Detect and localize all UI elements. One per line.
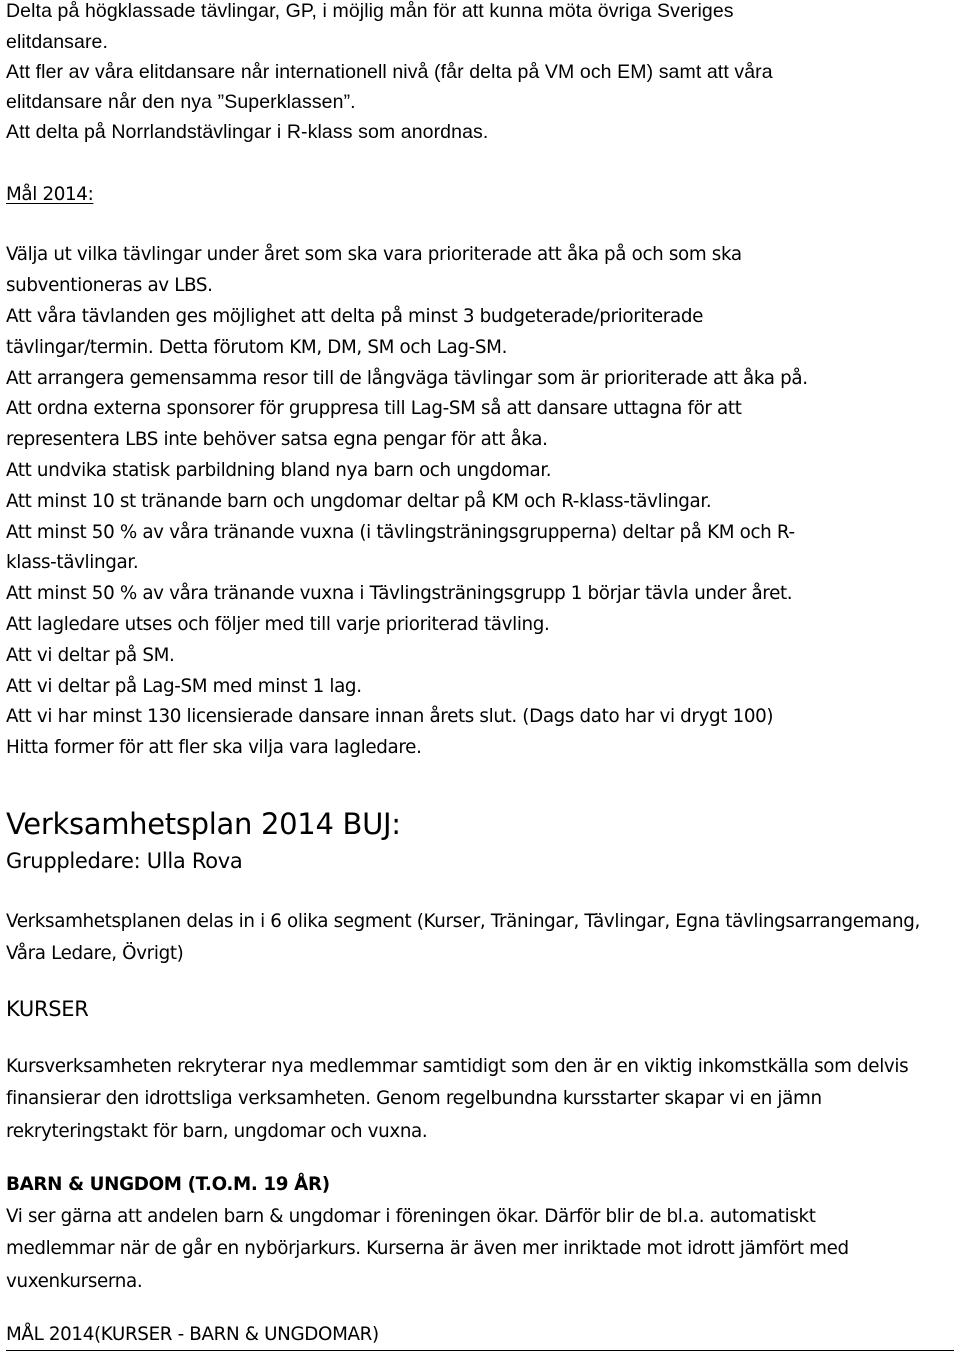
goal-line: subventioneras av LBS. (6, 275, 213, 296)
intro-line: elitdansare når den nya ”Superklassen”. (6, 91, 356, 113)
goal-line: Att minst 50 % av våra tränande vuxna (i tävlingsträningsgrupperna) deltar på KM och R- (6, 522, 795, 543)
goal-line: klass-tävlingar. (6, 552, 139, 573)
goal-line: Hitta former för att fler ska vilja vara lagledare. (6, 737, 422, 758)
kurser-line: Kursverksamheten rekryterar nya medlemmar samtidigt som den är en viktig inkomstkälla som delvis (6, 1056, 909, 1077)
goal-line: Att våra tävlanden ges möjlighet att delta på minst 3 budgeterade/prioriterade (6, 306, 703, 327)
goal-line: Att minst 10 st tränande barn och ungdomar deltar på KM och R-klass-tävlingar. (6, 491, 712, 512)
plan-title: Verksamhetsplan 2014 BUJ: (6, 807, 401, 841)
barn-ungdom-line: Vi ser gärna att andelen barn & ungdomar i föreningen ökar. Därför blir de bl.a. automatiskt (6, 1206, 816, 1227)
goals-heading: Mål 2014: (6, 184, 94, 205)
goal-line: Välja ut vilka tävlingar under året som ska vara prioriterade att åka på och som ska (6, 244, 742, 265)
plan-leader: Gruppledare: Ulla Rova (6, 849, 243, 873)
barn-ungdom-heading: BARN & UNGDOM (T.O.M. 19 ÅR) (6, 1174, 330, 1195)
intro-line: elitdansare. (6, 31, 109, 53)
goal-line: Att lagledare utses och följer med till varje prioriterad tävling. (6, 614, 550, 635)
goal-line: Att minst 50 % av våra tränande vuxna i Tävlingsträningsgrupp 1 börjar tävla under året. (6, 583, 793, 604)
intro-line: Att delta på Norrlandstävlingar i R-klass som anordnas. (6, 121, 489, 143)
kurser-line: rekryteringstakt för barn, ungdomar och vuxna. (6, 1121, 428, 1142)
goal-line: representera LBS inte behöver satsa egna pengar för att åka. (6, 429, 548, 450)
goal-line: Att vi deltar på SM. (6, 645, 175, 666)
intro-line: Delta på högklassade tävlingar, GP, i möjlig mån för att kunna möta övriga Sveriges (6, 0, 734, 22)
kurser-line: finansierar den idrottsliga verksamheten. Genom regelbundna kursstarter skapar vi en jämn (6, 1088, 822, 1109)
kurser-heading: KURSER (6, 997, 89, 1021)
goal-line: tävlingar/termin. Detta förutom KM, DM, SM och Lag-SM. (6, 337, 508, 358)
goal-line: Att arrangera gemensamma resor till de långväga tävlingar som är prioriterade att åka på. (6, 368, 808, 389)
goal-line: Att vi deltar på Lag-SM med minst 1 lag. (6, 676, 362, 697)
plan-segments-line: Våra Ledare, Övrigt) (6, 943, 184, 964)
goal-line: Att undvika statisk parbildning bland nya barn och ungdomar. (6, 460, 552, 481)
intro-line: Att fler av våra elitdansare når internationell nivå (får delta på VM och EM) samt att våra (6, 61, 773, 83)
bottom-rule (6, 1350, 954, 1351)
kurser-goals-heading: MÅL 2014(KURSER - BARN & UNGDOMAR) (6, 1324, 379, 1345)
barn-ungdom-line: medlemmar när de går en nybörjarkurs. Kurserna är även mer inriktade mot idrott jämfört med (6, 1238, 849, 1259)
plan-segments-line: Verksamhetsplanen delas in i 6 olika segment (Kurser, Träningar, Tävlingar, Egna tävlingsarrangemang, (6, 911, 920, 932)
barn-ungdom-line: vuxenkurserna. (6, 1271, 143, 1292)
goal-line: Att ordna externa sponsorer för gruppresa till Lag-SM så att dansare uttagna för att (6, 398, 742, 419)
goal-line: Att vi har minst 130 licensierade dansare innan årets slut. (Dags dato har vi drygt 100) (6, 706, 774, 727)
